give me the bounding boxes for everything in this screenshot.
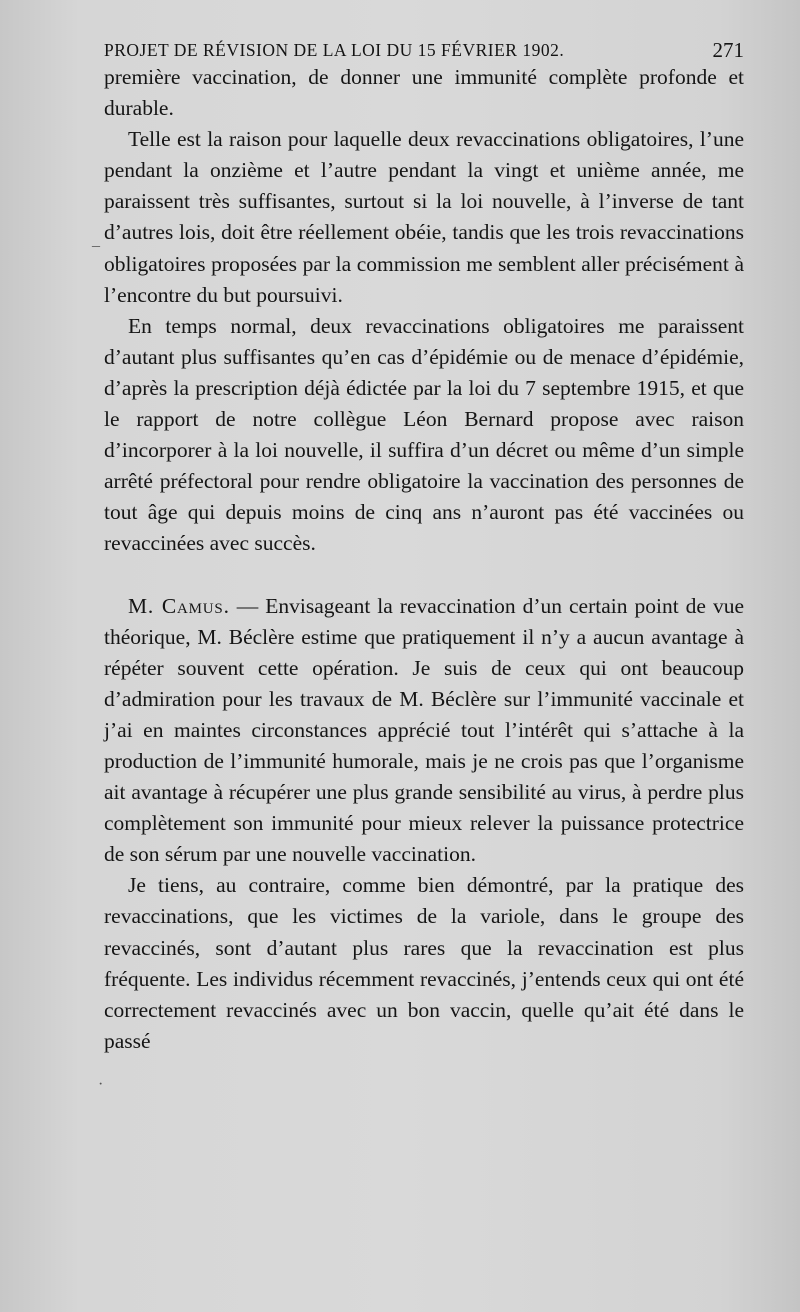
margin-dot-mark: ·	[98, 1076, 104, 1093]
paragraph-1: première vaccination, de donner une immunité complète profonde et durable.	[104, 65, 744, 121]
paragraph-3: En temps normal, deux revaccinations obligatoires me paraissent d’autant plus suffisantes qu’en cas d’épidémie ou de menace d’épidémie, d’après la prescription déjà édictée par la loi du 7 septembre 1915, et que le rapport de notre collègue Léon Bernard propose avec raison d’incorporer à la loi nouvelle, il suffira d’un décret ou même d’un simple arrêté préfectoral pour rendre obligatoire la vaccination des personnes de tout âge qui depuis moins de cinq ans n’auront pas été vaccinées ou revaccinées avec succès.	[104, 313, 744, 556]
paragraph-2: Telle est la raison pour laquelle deux revaccinations obligatoires, l’une pendant la onzième et l’autre pendant la vingt et unième année, me paraissent très suffisantes, surtout si la loi nouvelle, à l’inverse de tant d’autres lois, doit être réellement obéie, tandis que les trois revaccinations obligatoires proposées par la commission me semblent aller précisément à l’encontre du but poursuivi.	[104, 127, 744, 307]
body-text	[104, 62, 744, 1057]
running-title: PROJET DE RÉVISION DE LA LOI DU 15 FÉVRIER 1902.	[104, 40, 565, 60]
speaker-name: M. Camus.	[128, 593, 230, 618]
paragraph-4-text: — Envisageant la revaccination d’un certain point de vue théorique, M. Béclère estime que pratiquement il n’y a aucun avantage à répéter souvent cette opération. Je suis de ceux qui ont beaucoup d’admiration pour les travaux de M. Béclère sur l’immunité vaccinale et j’ai en maintes circonstances apprécié tout l’intérêt qui s’attache à la production de l’immunité humorale, mais je ne crois pas que l’organisme ait avantage à récupérer une plus grande sensibilité au virus, à perdre plus complètement son immunité pour mieux relever la puissance protectrice de son sérum par une nouvelle vaccination.	[104, 593, 744, 867]
page-number: 271	[712, 38, 744, 62]
margin-tick-mark: _	[92, 232, 100, 249]
paragraph-4	[104, 591, 744, 871]
paragraph-5: Je tiens, au contraire, comme bien démontré, par la pratique des revaccinations, que les victimes de la variole, dans le groupe des revaccinés, sont d’autant plus rares que la revaccination est plus fréquente. Les individus récemment revaccinés, j’entends ceux qui ont été correctement revaccinés avec un bon vaccin, quelle qu’ait été dans le passé	[104, 873, 744, 1053]
